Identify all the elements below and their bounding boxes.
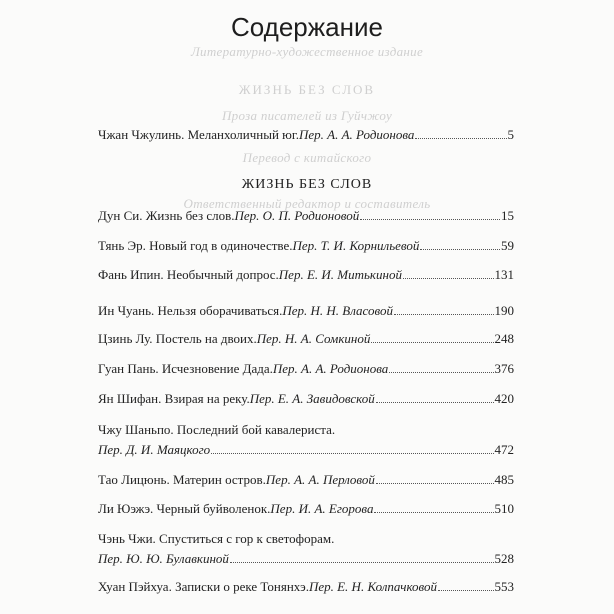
entry-page: 376 bbox=[494, 361, 514, 376]
leader-dots bbox=[360, 207, 500, 220]
toc-entry bbox=[98, 302, 514, 319]
entry-page: 420 bbox=[494, 391, 514, 406]
entry-translator: Пер. И. А. Егорова bbox=[270, 501, 374, 516]
bleed-prose: Проза писателей из Гуйчжоу bbox=[221, 108, 393, 123]
entry-page: 553 bbox=[494, 579, 514, 594]
entry-text: Тао Лицюнь. Материн остров. bbox=[98, 472, 266, 487]
entry-text: Тянь Эр. Новый год в одиночестве. bbox=[98, 238, 293, 253]
page-title: Содержание bbox=[231, 12, 383, 42]
section-heading: ЖИЗНЬ БЕЗ СЛОВ bbox=[241, 177, 373, 192]
entry-translator: Пер. Н. Н. Власовой bbox=[282, 303, 393, 318]
leader-dots bbox=[415, 126, 506, 139]
leader-dots bbox=[376, 471, 494, 484]
entry-text: Дун Си. Жизнь без слов. bbox=[98, 208, 235, 223]
bleed-collection: ЖИЗНЬ БЕЗ СЛОВ bbox=[238, 82, 376, 97]
entry-page: 5 bbox=[507, 127, 514, 142]
bleed-translated: Перевод с китайского bbox=[242, 150, 372, 165]
entry-translator: Пер. А. А. Родионова bbox=[299, 127, 415, 142]
entry-translator: Пер. Е. А. Завидовской bbox=[249, 391, 375, 406]
entry-translator: Пер. Е. Н. Колпачковой bbox=[308, 579, 438, 594]
entry-text: Чжу Шаньпо. Последний бой кавалериста. bbox=[98, 422, 336, 437]
entry-translator: Пер. Е. И. Митькиной bbox=[278, 267, 402, 282]
leader-dots bbox=[389, 360, 493, 373]
toc-entry bbox=[98, 237, 514, 254]
entry-translator: Пер. О. П. Родионовой bbox=[234, 208, 360, 223]
leader-dots bbox=[374, 500, 493, 513]
toc-entry bbox=[98, 530, 514, 567]
entry-page: 485 bbox=[494, 472, 514, 487]
entry-page: 131 bbox=[494, 267, 514, 282]
toc-entry bbox=[98, 126, 514, 143]
entry-translator: Пер. А. А. Родионова bbox=[272, 361, 389, 376]
entry-text: Гуан Пань. Исчезновение Дада. bbox=[98, 361, 273, 376]
toc-entry bbox=[98, 330, 514, 347]
bleed-subtitle: Литературно-художественное издание bbox=[190, 44, 424, 59]
entry-page: 472 bbox=[494, 442, 514, 457]
entry-translator: Пер. Н. А. Сомкиной bbox=[256, 331, 371, 346]
entry-page: 190 bbox=[494, 303, 514, 318]
toc-entry bbox=[98, 390, 514, 407]
leader-dots bbox=[394, 302, 494, 315]
entry-text: Ли Юэжэ. Черный буйволенок. bbox=[98, 501, 271, 516]
entry-translator: Пер. А. А. Перловой bbox=[265, 472, 375, 487]
entry-translator: Пер. Д. И. Маяцкого bbox=[98, 442, 211, 457]
entry-text: Фань Ипин. Необычный допрос. bbox=[98, 267, 279, 282]
entry-text: Ин Чуань. Нельзя оборачиваться. bbox=[98, 303, 283, 318]
leader-dots bbox=[376, 390, 494, 403]
leader-dots bbox=[403, 266, 494, 279]
entry-page: 528 bbox=[494, 551, 514, 566]
toc-entry bbox=[98, 421, 514, 458]
entry-page: 15 bbox=[501, 208, 514, 223]
toc-entry bbox=[98, 500, 514, 517]
toc-entry bbox=[98, 266, 514, 283]
leader-dots bbox=[230, 550, 494, 563]
entry-page: 59 bbox=[501, 238, 514, 253]
entry-text: Цзинь Лу. Постель на двоих. bbox=[98, 331, 257, 346]
toc-entry bbox=[98, 207, 514, 224]
bleed-editors: Ответственный редактор и составитель bbox=[183, 196, 431, 211]
entry-page: 510 bbox=[494, 501, 514, 516]
entry-text: Ян Шифан. Взирая на реку. bbox=[98, 391, 250, 406]
leader-dots bbox=[211, 441, 493, 454]
toc-entry bbox=[98, 360, 514, 377]
entry-text: Чжан Чжулинь. Меланхоличный юг. bbox=[98, 127, 300, 142]
leader-dots bbox=[371, 330, 493, 343]
toc-entry bbox=[98, 578, 514, 595]
toc-entry bbox=[98, 471, 514, 488]
leader-dots bbox=[438, 578, 493, 591]
entry-translator: Пер. Ю. Ю. Булавкиной bbox=[98, 551, 229, 566]
entry-page: 248 bbox=[494, 331, 514, 346]
entry-text: Чэнь Чжи. Спуститься с гор к светофорам. bbox=[98, 531, 335, 546]
leader-dots bbox=[420, 237, 500, 250]
entry-text: Хуан Пэйхуа. Записки о реке Тонянхэ. bbox=[98, 579, 309, 594]
entry-translator: Пер. Т. И. Корнильевой bbox=[292, 238, 420, 253]
